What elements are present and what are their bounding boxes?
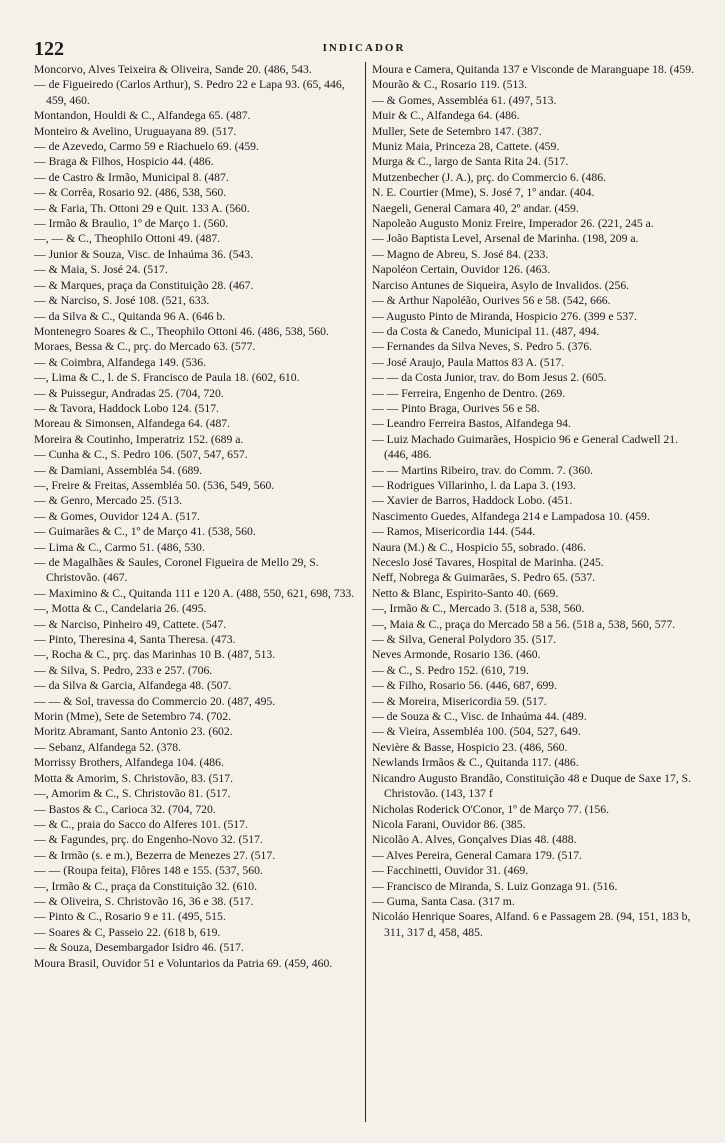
directory-entry: — Fernandes da Silva Neves, S. Pedro 5. (376.	[372, 340, 593, 354]
directory-entry: Moncorvo, Alves Teixeira & Oliveira, Sande 20. (486, 543.	[34, 63, 312, 76]
directory-entry: Moreira & Coutinho, Imperatriz 152. (689 a.	[34, 432, 244, 446]
directory-entry: — & Narciso, S. José 108. (521, 633.	[34, 294, 210, 308]
directory-entry: Nicola Farani, Ouvidor 86. (385.	[372, 817, 526, 831]
directory-entry: — & Oliveira, S. Christovão 16, 36 e 38. (517.	[34, 894, 254, 908]
directory-entry: — Soares & C, Passeio 22. (618 b, 619.	[34, 925, 221, 939]
directory-entry: — Junior & Souza, Visc. de Inhaúma 36. (543.	[34, 247, 254, 261]
directory-entry: — Xavier de Barros, Haddock Lobo. (451.	[372, 494, 573, 508]
directory-entry: — & Souza, Desembargador Isidro 46. (517.	[34, 941, 244, 955]
directory-entry: — & Silva, General Polydoro 35. (517.	[372, 633, 557, 647]
directory-entry: Nicoláo Henrique Soares, Alfand. 6 e Passagem 28. (94, 151, 183 b, 311, 317 d, 458, 485.	[372, 910, 691, 939]
directory-entry: Morin (Mme), Sete de Setembro 74. (702.	[34, 710, 232, 724]
directory-entry: — Rodrigues Villarinho, l. da Lapa 3. (193.	[372, 478, 576, 492]
directory-entry: — & Gomes, Ouvidor 124 A. (517.	[34, 509, 200, 523]
directory-entry: Morrissy Brothers, Alfandega 104. (486.	[34, 756, 224, 770]
directory-entry: —, Motta & C., Candelaria 26. (495.	[34, 602, 207, 616]
directory-entry: — Pinto & C., Rosario 9 e 11. (495, 515.	[34, 910, 226, 924]
directory-entry: — & Arthur Napoléão, Ourives 56 e 58. (542, 666.	[372, 294, 611, 308]
directory-entry: Montandon, Houldi & C., Alfandega 65. (487.	[34, 109, 251, 123]
directory-entry: — Irmão & Braulio, 1º de Março 1. (560.	[34, 217, 229, 231]
directory-entry: — & C., praia do Sacco do Alferes 101. (517.	[34, 817, 248, 831]
directory-entry: — de Magalhães & Saules, Coronel Figueira de Mello 29, S. Christovão. (467.	[34, 556, 319, 585]
directory-entry: — — Martins Ribeiro, trav. do Comm. 7. (360.	[372, 463, 593, 477]
directory-entry: — & Corrêa, Rosario 92. (486, 538, 560.	[34, 186, 227, 200]
directory-entry: — & Irmão (s. e m.), Bezerra de Menezes 27. (517.	[34, 848, 276, 862]
directory-entry: Nevière & Basse, Hospicio 23. (486, 560.	[372, 740, 568, 754]
directory-entry: Monteiro & Avelino, Uruguayana 89. (517.	[34, 124, 237, 138]
directory-entry: Narciso Antunes de Siqueira, Asylo de Invalidos. (256.	[372, 278, 630, 292]
directory-entry: — Alves Pereira, General Camara 179. (517.	[372, 848, 582, 862]
directory-entry: — Sebanz, Alfandega 52. (378.	[34, 740, 182, 754]
directory-columns	[34, 62, 700, 1130]
directory-entry: —, Amorim & C., S. Christovão 81. (517.	[34, 787, 231, 801]
directory-entry: Mourão & C., Rosario 119. (513.	[372, 78, 528, 92]
directory-entry: — — da Costa Junior, trav. do Bom Jesus 2. (605.	[372, 371, 607, 385]
directory-entry: Neves Armonde, Rosario 136. (460.	[372, 648, 541, 662]
directory-entry: Muller, Sete de Setembro 147. (387.	[372, 124, 542, 138]
directory-entry: — João Baptista Level, Arsenal de Marinha. (198, 209 a.	[372, 232, 639, 246]
directory-entry: Naegeli, General Camara 40, 2º andar. (459.	[372, 201, 579, 215]
directory-entry: Neceslo José Tavares, Hospital de Marinha. (245.	[372, 556, 604, 569]
directory-entry: Mutzenbecher (J. A.), prç. do Commercio 6. (486.	[372, 170, 607, 184]
directory-entry: Moura e Camera, Quitanda 137 e Visconde de Maranguape 18. (459.	[372, 63, 695, 76]
directory-entry: — Maximino & C., Quitanda 111 e 120 A. (488, 550, 621, 698, 733.	[34, 586, 355, 600]
directory-entry: — & Gomes, Assembléa 61. (497, 513.	[372, 93, 557, 107]
directory-entry: — & Narciso, Pinheiro 49, Cattete. (547.	[34, 617, 227, 631]
left-column	[34, 62, 358, 1130]
directory-entry: — Braga & Filhos, Hospicio 44. (486.	[34, 155, 214, 169]
directory-entry: —, Freire & Freitas, Assembléa 50. (536, 549, 560.	[34, 478, 275, 492]
directory-entry: — da Silva & C., Quitanda 96 A. (646 b.	[34, 309, 226, 323]
directory-entry: Neff, Nobrega & Guimarães, S. Pedro 65. (537.	[372, 571, 596, 585]
directory-entry: — — (Roupa feita), Flôres 148 e 155. (537, 560.	[34, 864, 263, 878]
directory-entry: — Augusto Pinto de Miranda, Hospicio 276. (399 e 537.	[372, 309, 637, 323]
directory-entry: — Ramos, Misericordia 144. (544.	[372, 525, 536, 539]
directory-entry: Nicandro Augusto Brandão, Constituição 48 e Duque de Saxe 17, S. Christovão. (143, 137 f	[372, 771, 692, 801]
directory-entry: — & Genro, Mercado 25. (513.	[34, 494, 183, 508]
directory-entry: Netto & Blanc, Espirito-Santo 40. (669.	[372, 586, 559, 600]
directory-entry: Moritz Abramant, Santo Antonio 23. (602.	[34, 725, 233, 739]
directory-entry: — Guimarães & C., 1º de Março 41. (538, 560.	[34, 525, 256, 539]
directory-entry: — de Souza & C., Visc. de Inhaúma 44. (489.	[372, 710, 587, 724]
directory-entry: — da Silva & Garcia, Alfandega 48. (507.	[34, 679, 232, 693]
directory-entry: — Facchinetti, Ouvidor 31. (469.	[372, 864, 529, 878]
column-divider	[365, 62, 366, 1122]
directory-entry: Moraes, Bessa & C., prç. do Mercado 63. (577.	[34, 340, 256, 354]
directory-entry: Nicholas Roderick O'Conor, 1º de Março 77. (156.	[372, 802, 610, 816]
directory-entry: — de Castro & Irmão, Municipal 8. (487.	[34, 170, 229, 184]
directory-entry: — Cunha & C., S. Pedro 106. (507, 547, 657.	[34, 448, 248, 462]
directory-entry: —, Irmão & C., praça da Constituição 32. (610.	[34, 879, 257, 893]
directory-entry: — & C., S. Pedro 152. (610, 719.	[372, 663, 529, 677]
directory-entry: — & Fagundes, prç. do Engenho-Novo 32. (517.	[34, 833, 263, 847]
directory-entry: —, Maia & C., praça do Mercado 58 a 56. (518 a, 538, 560, 577.	[372, 617, 676, 631]
directory-entry: — de Figueiredo (Carlos Arthur), S. Pedro 22 e Lapa 93. (65, 446, 459, 460.	[34, 78, 345, 107]
directory-entry: Muir & C., Alfandega 64. (486.	[372, 109, 520, 123]
directory-entry: — — & Sol, travessa do Commercio 20. (487, 495.	[34, 694, 276, 708]
directory-entry: — & Moreira, Misericordia 59. (517.	[372, 694, 547, 708]
directory-entry: Moura Brasil, Ouvidor 51 e Voluntarios da Patria 69. (459, 460.	[34, 956, 333, 970]
directory-entry: Napoléon Certain, Ouvidor 126. (463.	[372, 263, 551, 277]
running-title: INDICADOR	[322, 42, 406, 54]
page-header	[34, 38, 694, 60]
directory-entry: — & Silva, S. Pedro, 233 e 257. (706.	[34, 663, 213, 677]
directory-entry: — & Faria, Th. Ottoni 29 e Quit. 133 A. (560.	[34, 201, 250, 215]
right-column	[372, 62, 696, 1130]
directory-entry: — & Vieira, Assembléa 100. (504, 527, 649.	[372, 725, 581, 739]
directory-entry: — da Costa & Canedo, Municipal 11. (487, 494.	[372, 324, 600, 338]
directory-entry: N. E. Courtier (Mme), S. José 7, 1º andar. (404.	[372, 186, 595, 200]
page-number: 122	[34, 38, 64, 60]
directory-entry: Nicolão A. Alves, Gonçalves Dias 48. (488.	[372, 833, 577, 847]
directory-entry: — — Ferreira, Engenho de Dentro. (269.	[372, 386, 566, 400]
directory-entry: Moreau & Simonsen, Alfandega 64. (487.	[34, 417, 231, 431]
directory-entry: — & Filho, Rosario 56. (446, 687, 699.	[372, 679, 558, 693]
directory-entry: —, Lima & C., l. de S. Francisco de Paula 18. (602, 610.	[34, 371, 300, 385]
directory-entry: — & Puissegur, Andradas 25. (704, 720.	[34, 386, 224, 400]
directory-entry: — Lima & C., Carmo 51. (486, 530.	[34, 540, 205, 554]
directory-entry: Newlands Irmãos & C., Quitanda 117. (486.	[372, 756, 579, 770]
directory-entry: — Pinto, Theresina 4, Santa Theresa. (473.	[34, 633, 236, 647]
directory-entry: Nascimento Guedes, Alfandega 214 e Lampadosa 10. (459.	[372, 509, 650, 523]
directory-entry: — — Pinto Braga, Ourives 56 e 58.	[372, 401, 540, 415]
directory-entry: — Guma, Santa Casa. (317 m.	[372, 894, 515, 908]
directory-entry: —, Rocha & C., prç. das Marinhas 10 B. (487, 513.	[34, 648, 276, 662]
directory-entry: Muniz Maia, Princeza 28, Cattete. (459.	[372, 140, 560, 154]
directory-entry: —, — & C., Theophilo Ottoni 49. (487.	[34, 232, 221, 246]
directory-entry: — Luiz Machado Guimarães, Hospicio 96 e General Cadwell 21. (446, 486.	[372, 432, 679, 462]
directory-entry: — Bastos & C., Carioca 32. (704, 720.	[34, 802, 216, 816]
directory-entry: — & Damiani, Assembléa 54. (689.	[34, 463, 203, 477]
directory-entry: Naura (M.) & C., Hospicio 55, sobrado. (486.	[372, 540, 586, 554]
directory-entry: Motta & Amorim, S. Christovão, 83. (517.	[34, 771, 234, 785]
directory-entry: — & Maia, S. José 24. (517.	[34, 263, 168, 277]
directory-entry: — & Coimbra, Alfandega 149. (536.	[34, 355, 207, 369]
directory-entry: Murga & C., largo de Santa Rita 24. (517.	[372, 155, 569, 169]
directory-entry: —, Irmão & C., Mercado 3. (518 a, 538, 560.	[372, 602, 585, 616]
directory-entry: — & Marques, praça da Constituição 28. (467.	[34, 278, 254, 292]
directory-entry: — Magno de Abreu, S. José 84. (233.	[372, 247, 549, 261]
directory-entry: — & Tavora, Haddock Lobo 124. (517.	[34, 401, 219, 415]
directory-entry: Napoleão Augusto Moniz Freire, Imperador 26. (221, 245 a.	[372, 217, 654, 231]
directory-entry: — Leandro Ferreira Bastos, Alfandega 94.	[372, 417, 571, 431]
directory-entry: — Francisco de Miranda, S. Luiz Gonzaga 91. (516.	[372, 879, 618, 893]
directory-entry: Montenegro Soares & C., Theophilo Ottoni 46. (486, 538, 560.	[34, 324, 329, 338]
directory-entry: — José Araujo, Paula Mattos 83 A. (517.	[372, 355, 565, 369]
directory-entry: — de Azevedo, Carmo 59 e Riachuelo 69. (459.	[34, 140, 259, 154]
